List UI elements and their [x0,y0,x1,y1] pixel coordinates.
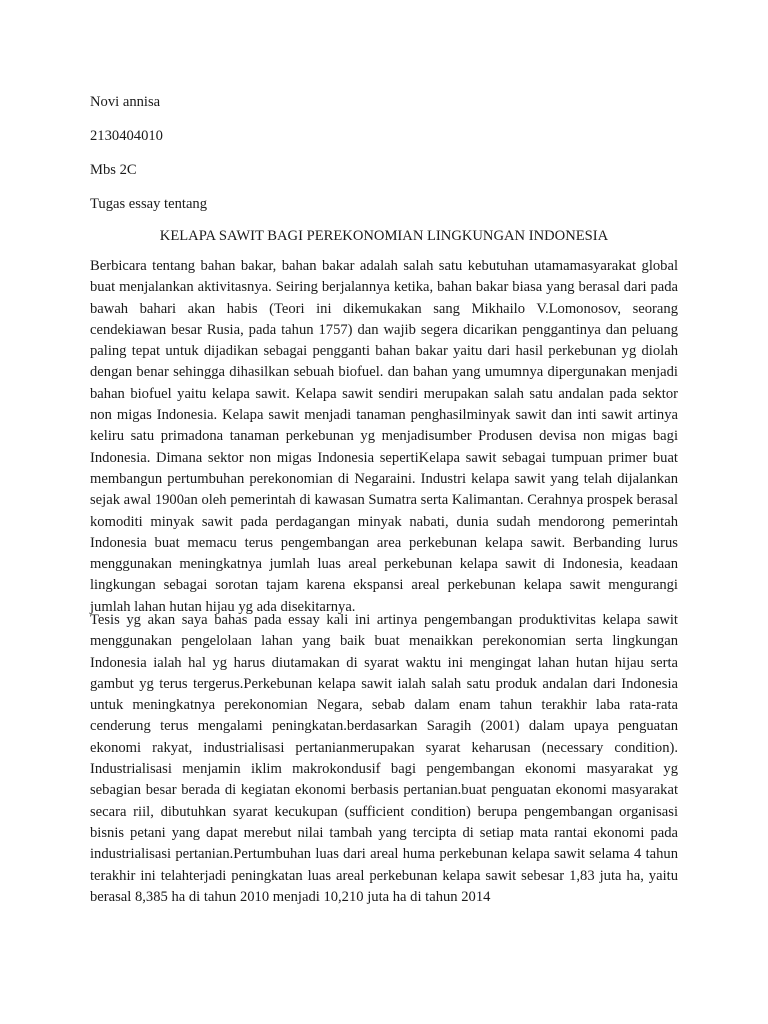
body-paragraph-2: Tesis yg akan saya bahas pada essay kali ini artinya pengembangan produktivitas kelapa sawit menggunakan pengelolaan lahan yang baik buat menaikkan perekonomian serta lingkungan Indonesia ialah hal yg harus diutamakan di syarat waktu ini mengingat lahan hutan hijau serta gambut yg terus tergerus.Perkebunan kelapa sawit ialah salah satu produk andalan dari Indonesia untuk meningkatnya perekonomian Negara, sebab dalam enam tahun terakhir laba rata-rata cenderung terus mengalami peningkatan.berdasarkan Saragih (2001) dalam upaya penguatan ekonomi rakyat, industrialisasi pertanianmerupakan syarat keharusan (necessary condition). Industrialisasi menjamin iklim makrokondusif bagi pengembangan ekonomi masyarakat yg sebagian besar berada di kegiatan ekonomi berbasis pertanian.buat penguatan ekonomi masyarakat secara riil, dibutuhkan syarat kecukupan (sufficient condition) berupa pengembangan organisasi bisnis petani yang dapat merebut nilai tambah yang tercipta di setiap mata rantai ekonomi pada industrialisasi pertanian.Pertumbuhan luas dari areal huma perkebunan kelapa sawit selama 4 tahun terakhir ini telahterjadi peningkatan luas areal perkebunan kelapa sawit sebesar 1,83 juta ha, yaitu berasal 8,385 ha di tahun 2010 menjadi 10,210 juta ha di tahun 2014 [90,612,678,905]
essay-title: KELAPA SAWIT BAGI PEREKONOMIAN LINGKUNGAN INDONESIA [159,228,609,244]
author-name: Novi annisa [90,94,161,110]
class-label: Mbs 2C [90,162,137,178]
student-id: 2130404010 [90,128,163,144]
body-paragraph-1: Berbicara tentang bahan bakar, bahan bakar adalah salah satu kebutuhan utamamasyarakat global buat menjalankan aktivitasnya. Seiring berjalannya ketika, bahan bakar biasa yang berasal dari pada bawah bahari akan habis (Teori ini dikemukakan sang Mikhailo V.Lomonosov, seorang cendekiawan besar Rusia, pada tahun 1757) dan wajib segera dicarikan penggantinya dan peluang paling tepat untuk dijadikan sebagai pengganti bahan bakar yaitu dari hasil perkebunan yg diolah dengan benar sehingga dihasilkan sebuah biofuel. dan bahan yang umumnya dipergunakan menjadi bahan biofuel yaitu kelapa sawit. Kelapa sawit sendiri merupakan salah satu andalan pada sektor non migas Indonesia. Kelapa sawit menjadi tanaman penghasilminyak sawit dan inti sawit artinya keliru satu primadona tanaman perkebunan yg menjadisumber Produsen devisa non migas bagi Indonesia. Dimana sektor non migas Indonesia sepertiKelapa sawit sebagai tumpuan primer buat membangun pertumbuhan perekonomian di Negaraini. Industri kelapa sawit yang telah dijalankan sejak awal 1900an oleh pemerintah di kawasan Sumatra serta Kalimantan. Cerahnya prospek berasal komoditi minyak sawit pada perdagangan minyak nabati, dunia sudah mendorong pemerintah Indonesia buat memacu terus pengembangan area perkebunan kelapa sawit. Berbanding lurus menggunakan meningkatnya jumlah luas areal perkebunan kelapa sawit di Indonesia, keadaan lingkungan sebagai sorotan tajam karena ekspansi areal perkebunan kelapa sawit mengurangi jumlah lahan hutan hijau yg ada disekitarnya. [90,258,678,615]
assignment-label: Tugas essay tentang [90,196,208,212]
